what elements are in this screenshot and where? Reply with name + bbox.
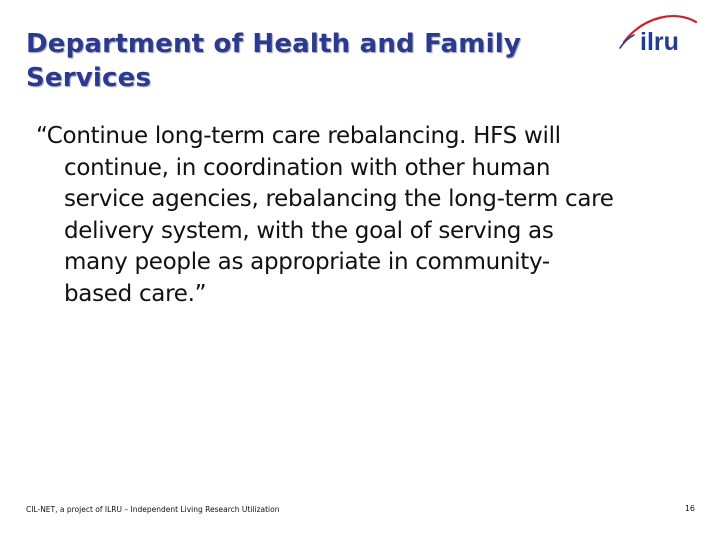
ilru-logo-graphic	[618, 8, 700, 58]
quote-line-4: delivery system, with the goal of serving as	[64, 217, 554, 244]
logo-text: ilru	[640, 28, 679, 56]
slide-title	[26, 27, 586, 95]
quote-line-6: based care.”	[64, 280, 207, 307]
quote-line-3: service agencies, rebalancing the long-term care	[64, 186, 614, 212]
ilru-logo-icon	[618, 8, 700, 58]
quote-line-2: continue, in coordination with other human	[64, 154, 551, 181]
slide-title-line-1: Department of Health and Family	[26, 29, 521, 59]
quote-line-5: many people as appropriate in community-	[64, 249, 550, 275]
footer-credit: CIL-NET, a project of ILRU – Independent Living Research Utilization	[26, 505, 280, 514]
quote-line-1: “Continue long-term care rebalancing. HFS will	[36, 123, 561, 149]
page-number: 16	[684, 504, 695, 513]
slide-title-line-2: Services	[26, 63, 152, 93]
quote-text	[36, 121, 686, 310]
